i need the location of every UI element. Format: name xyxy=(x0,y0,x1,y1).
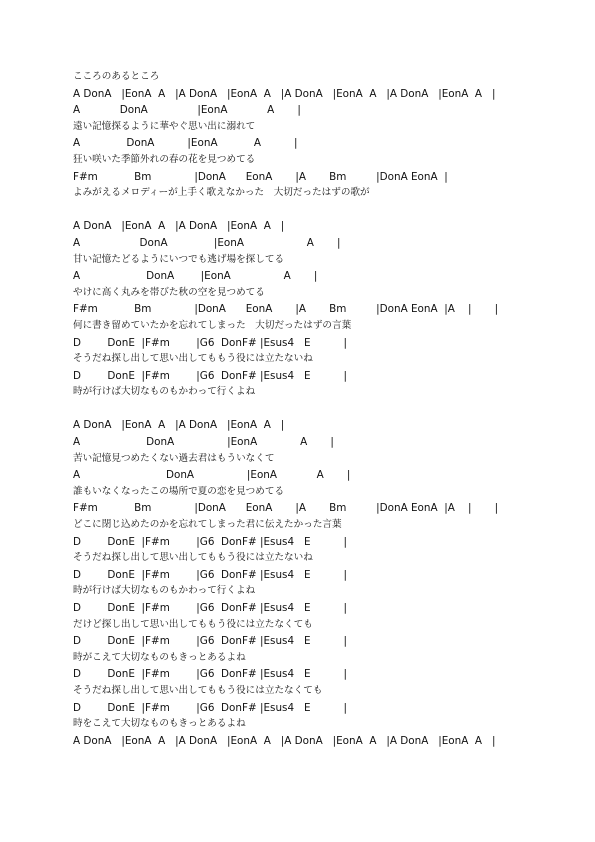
chord-line: A DonA |EonA A |A DonA |EonA A |A DonA |EonA A |A DonA |EonA A | xyxy=(73,734,496,747)
lyric-line: 誰もいなくなったこの場所で夏の恋を見つめてる xyxy=(73,485,285,497)
chord-line: D DonE |F#m |G6 DonF# |Esus4 E | xyxy=(73,369,348,382)
lyric-line: 狂い咲いた季節外れの春の花を見つめてる xyxy=(73,153,256,165)
chord-line: F#m Bm |DonA EonA |A Bm |DonA EonA |A | | xyxy=(73,303,499,316)
chord-line: D DonE |F#m |G6 DonF# |Esus4 E | xyxy=(73,602,348,614)
lyric-line: 時がこえて大切なものもきっとあるよね xyxy=(73,651,246,663)
blank-line xyxy=(73,202,573,219)
lyric-line: やけに高く丸みを帯びた秋の空を見つめてる xyxy=(73,286,265,298)
lyric-line: だけど探し出して思い出してももう役には立たなくても xyxy=(73,618,313,630)
lyric-line: そうだね探し出して思い出してももう役には立たなくても xyxy=(73,684,323,696)
chord-line: F#m Bm |DonA EonA |A Bm |DonA EonA |A | | xyxy=(73,502,499,515)
blank-line xyxy=(73,401,573,418)
lyric-line: そうだね探し出して思い出してももう役には立たないね xyxy=(73,353,313,365)
lyric-line: 時が行けば大切なものもかわって行くよね xyxy=(73,386,256,398)
lyric-line: 遠い記憶探るように華やぐ思い出に溺れて xyxy=(73,120,256,132)
chord-line: A DonA |EonA A | xyxy=(73,270,318,283)
chord-line: D DonE |F#m |G6 DonF# |Esus4 E | xyxy=(73,535,348,548)
lyric-line: 何に書き留めていたかを忘れてしまった 大切だったはずの言葉 xyxy=(73,319,352,331)
chord-line: D DonE |F#m |G6 DonF# |Esus4 E | xyxy=(73,668,348,681)
lyric-line: 時をこえて大切なものもきっとあるよね xyxy=(73,718,246,730)
lyric-line: よみがえるメロディーが上手く歌えなかった 大切だったはずの歌が xyxy=(73,187,370,199)
chord-line: A DonA |EonA A | xyxy=(73,469,351,482)
chord-line: A DonA |EonA A |A DonA |EonA A | xyxy=(73,419,285,432)
chord-line: A DonA |EonA A |A DonA |EonA A | xyxy=(73,220,285,233)
chord-line: F#m Bm |DonA EonA |A Bm |DonA EonA | xyxy=(73,170,448,183)
chord-line: A DonA |EonA A |A DonA |EonA A |A DonA |EonA A |A DonA |EonA A | xyxy=(73,87,496,100)
chord-line: A DonA |EonA A | xyxy=(73,436,334,449)
lyric-line: 時が行けば大切なものもかわって行くよね xyxy=(73,585,256,597)
song-title: こころのあるところ xyxy=(73,71,160,82)
chord-sheet xyxy=(73,69,573,749)
lyric-line: 苦い記憶見つめたくない過去君はもういなくて xyxy=(73,452,275,464)
chord-line: A DonA |EonA A | xyxy=(73,137,298,150)
chord-line: D DonE |F#m |G6 DonF# |Esus4 E | xyxy=(73,701,348,714)
lyric-line: どこに閉じ込めたのかを忘れてしまった君に伝えたかった言葉 xyxy=(73,519,342,531)
chord-line: D DonE |F#m |G6 DonF# |Esus4 E | xyxy=(73,568,348,581)
chord-line: A DonA |EonA A | xyxy=(73,104,301,117)
chord-line: D DonE |F#m |G6 DonF# |Esus4 E | xyxy=(73,635,348,648)
chord-line: A DonA |EonA A | xyxy=(73,236,341,249)
lyric-line: 甘い記憶たどるようにいつでも逃げ場を探してる xyxy=(73,253,285,265)
lyric-line: そうだね探し出して思い出してももう役には立たないね xyxy=(73,552,313,564)
chord-line: D DonE |F#m |G6 DonF# |Esus4 E | xyxy=(73,336,348,349)
